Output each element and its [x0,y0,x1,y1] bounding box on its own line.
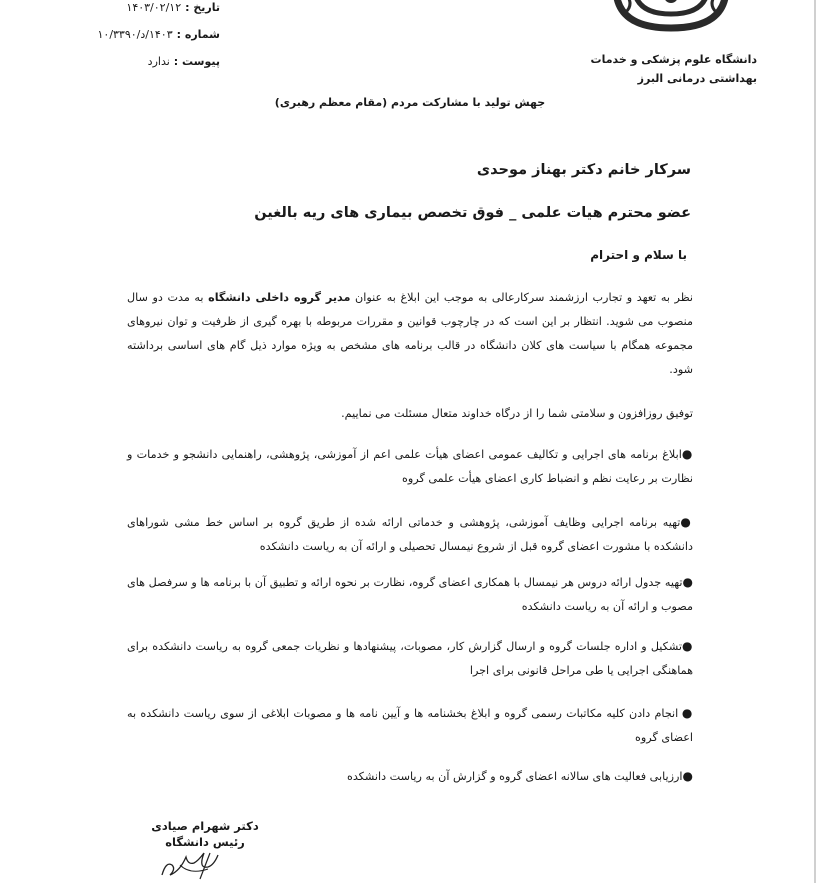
number-value: ۱۴۰۳/د/۱۰/۳۳۹۰ [97,28,173,41]
date-label: تاریخ : [185,1,220,14]
bullet-icon: ● [681,639,693,653]
duty-item [127,570,693,619]
organization-line-2: بهداشتی درمانی البرز [637,72,757,85]
recipient-title: عضو محترم هیات علمی _ فوق تخصص بیماری های ریه بالغین [254,205,691,221]
date-value: ۱۴۰۳/۰۲/۱۲ [126,1,182,14]
attachment-row [70,48,220,75]
duty-text: ارزیابی فعالیت های سالانه اعضای گروه و گزارش آن به ریاست دانشکده [346,770,683,783]
bullet-icon: ● [681,447,693,461]
bullet-icon: ● [682,769,693,783]
duty-item [127,764,693,789]
attachment-label: پیوست : [173,55,220,68]
duty-item [127,510,693,559]
intro-text-start: نظر به تعهد و تجارب ارزشمند سرکارعالی به موجب این ابلاغ به عنوان [350,291,694,304]
appointment-position: مدیر گروه داخلی دانشگاه [208,291,351,304]
duty-text: تهیه برنامه اجرایی وظایف آموزشی، پژوهشی و خدماتی ارائه شده از طریق گروه بر اساس خط مشی شوراهای دانشکده با مشورت اعضای گروه قبل از شروع نیمسال تحصیلی و ارائه آن به ریاست دانشکده [127,516,693,553]
organization-line-1: دانشگاه علوم پزشکی و خدمات [590,53,757,66]
signatory-name: دکتر شهرام صیادی [151,819,259,833]
bullet-icon: ● [680,515,693,529]
number-row [70,21,220,48]
duty-text: تهیه جدول ارائه دروس هر نیمسال با همکاری اعضای گروه، نظارت بر نحوه ارائه و تطبیق آن با برنامه ها و سرفصل های مصوب و ارائه آن به ریاست دانشکده [127,576,693,613]
organization-name [591,50,757,88]
signatory-title: رئیس دانشگاه [165,835,245,849]
year-slogan: جهش تولید با مشارکت مردم (مقام معظم رهبری) [274,96,546,109]
duty-text: انجام دادن کلیه مکاتبات رسمی گروه و ابلاغ بخشنامه ها و آیین نامه ها و مصوبات ابلاغی از سوی ریاست دانشکده به اعضای گروه [127,707,693,744]
recipient-name: سرکار خانم دکتر بهناز موحدی [476,162,691,178]
page-edge-rule [814,0,816,883]
duty-item [127,442,693,491]
duty-text: ابلاغ برنامه های اجرایی و تکالیف عمومی اعضای هیأت علمی اعم از آموزشی، پژوهشی، راهنمایی دانشجو و خدمات و نظارت بر رعایت نظم و انضباط کاری اعضای هیأت علمی گروه [127,448,693,485]
duty-text: تشکیل و اداره جلسات گروه و ارسال گزارش کار، مصوبات، پیشنهادها و نظریات جمعی گروه به ریاست دانشکده برای هماهنگی اجرایی یا طی مراحل قانونی برای اجرا [127,640,693,677]
duty-item [127,701,693,750]
university-emblem-icon [596,0,746,32]
bullet-icon: ● [682,575,693,589]
intro-paragraph [127,286,693,382]
letter-meta [70,0,220,75]
intro-text-end: به مدت دو سال منصوب می شوید. انتظار بر این است که در چارچوب قوانین و مقررات مربوطه با بهره گیری از ظرفیت و توان نیروهای مجموعه همگام با سیاست های کلان دانشگاه در قالب برنامه های مشخص به ویژه موارد ذیل گام های اساسی برداشته شود. [127,291,693,376]
greeting: با سلام و احترام [590,248,687,262]
date-row [70,0,220,21]
handwritten-signature [150,845,250,885]
bullet-icon: ● [681,706,693,720]
duty-item [127,634,693,683]
attachment-value: ندارد [147,55,170,68]
number-label: شماره : [176,28,220,41]
wish-paragraph: توفیق روزافزون و سلامتی شما را از درگاه خداوند متعال مسئلت می نماییم. [341,407,693,420]
